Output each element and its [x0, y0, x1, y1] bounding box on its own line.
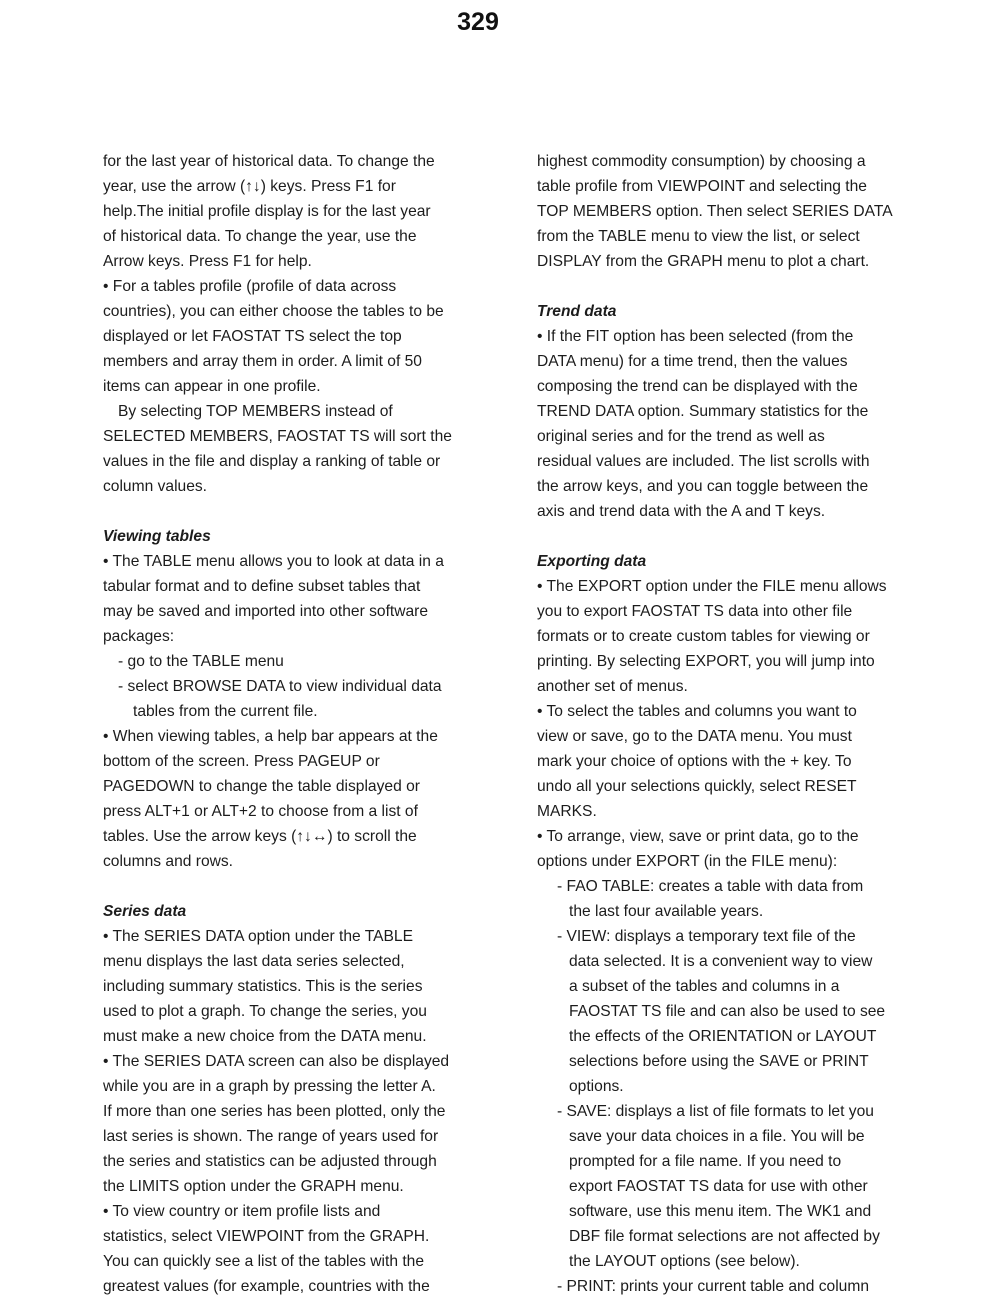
text-line: help.The initial profile display is for the last year [103, 203, 431, 220]
text-line: statistics, select VIEWPOINT from the GRAPH. [103, 1228, 430, 1245]
text-line: selections before using the SAVE or PRINT [569, 1053, 869, 1070]
text-line: • When viewing tables, a help bar appears at the [103, 728, 438, 745]
text-line: DISPLAY from the GRAPH menu to plot a chart. [537, 253, 870, 270]
blank-line [537, 274, 937, 299]
text-line: mark your choice of options with the + key. To [537, 753, 852, 770]
text-line: prompted for a file name. If you need to [569, 1153, 842, 1170]
text-line: a subset of the tables and columns in a [569, 978, 840, 995]
text-line: options. [569, 1078, 624, 1095]
text-line: residual values are included. The list scrolls with [537, 453, 870, 470]
text-line: may be saved and imported into other software [103, 603, 429, 620]
text-line: countries), you can either choose the tables to be [103, 303, 444, 320]
text-line: tables from the current file. [133, 703, 318, 720]
left-column [103, 149, 503, 1299]
text-line: • For a tables profile (profile of data across [103, 278, 397, 295]
text-line: By selecting TOP MEMBERS instead of [118, 403, 393, 420]
text-line: formats or to create custom tables for viewing or [537, 628, 870, 645]
text-line: TREND DATA option. Summary statistics for the [537, 403, 869, 420]
text-line: export FAOSTAT TS data for use with other [569, 1178, 868, 1195]
text-line: displayed or let FAOSTAT TS select the top [103, 328, 402, 345]
text-line: DBF file format selections are not affected by [569, 1228, 880, 1245]
text-line: members and array them in order. A limit of 50 [103, 353, 422, 370]
text-line: • To select the tables and columns you want to [537, 703, 857, 720]
text-line: the effects of the ORIENTATION or LAYOUT [569, 1028, 877, 1045]
right-column [537, 149, 937, 1299]
text-line: Arrow keys. Press F1 for help. [103, 253, 312, 270]
text-line: TOP MEMBERS option. Then select SERIES DATA [537, 203, 893, 220]
section-heading: Series data [103, 903, 187, 920]
page-number: 329 [457, 8, 499, 36]
text-line: composing the trend can be displayed with the [537, 378, 858, 395]
text-line: items can appear in one profile. [103, 378, 321, 395]
text-line: - SAVE: displays a list of file formats to let you [557, 1103, 874, 1120]
text-line: year, use the arrow (↑↓) keys. Press F1 for [103, 178, 396, 195]
text-line: the series and statistics can be adjusted through [103, 1153, 437, 1170]
text-line: If more than one series has been plotted, only the [103, 1103, 446, 1120]
text-line: for the last year of historical data. To change the [103, 153, 435, 170]
section-heading: Viewing tables [103, 528, 211, 545]
text-line: table profile from VIEWPOINT and selecting the [537, 178, 867, 195]
section-heading: Trend data [537, 303, 617, 320]
text-line: SELECTED MEMBERS, FAOSTAT TS will sort the [103, 428, 452, 445]
text-line: values in the file and display a ranking of table or [103, 453, 441, 470]
text-line: bottom of the screen. Press PAGEUP or [103, 753, 380, 770]
text-line: the LIMITS option under the GRAPH menu. [103, 1178, 404, 1195]
section-heading: Exporting data [537, 553, 647, 570]
text-line: • The SERIES DATA screen can also be displayed [103, 1053, 450, 1070]
text-line: you to export FAOSTAT TS data into other file [537, 603, 853, 620]
text-line: must make a new choice from the DATA menu. [103, 1028, 427, 1045]
text-line: last series is shown. The range of years used for [103, 1128, 439, 1145]
text-line: MARKS. [537, 803, 597, 820]
text-line: - select BROWSE DATA to view individual data [118, 678, 442, 695]
text-line: data selected. It is a convenient way to view [569, 953, 873, 970]
text-line: - FAO TABLE: creates a table with data from [557, 878, 864, 895]
text-line: while you are in a graph by pressing the letter A. [103, 1078, 436, 1095]
text-line: - PRINT: prints your current table and column [557, 1278, 870, 1295]
text-line: columns and rows. [103, 853, 234, 870]
text-line: undo all your selections quickly, select RESET [537, 778, 857, 795]
text-line: • The EXPORT option under the FILE menu allows [537, 578, 887, 595]
text-line: • To view country or item profile lists and [103, 1203, 381, 1220]
text-line: the arrow keys, and you can toggle between the [537, 478, 869, 495]
text-line: tables. Use the arrow keys (↑↓↔) to scroll the [103, 828, 417, 845]
text-line: greatest values (for example, countries with the [103, 1278, 430, 1295]
blank-line [537, 524, 937, 549]
text-line: the LAYOUT options (see below). [569, 1253, 800, 1270]
blank-line [103, 499, 503, 524]
text-line: save your data choices in a file. You will be [569, 1128, 865, 1145]
text-line: software, use this menu item. The WK1 and [569, 1203, 872, 1220]
text-line: from the TABLE menu to view the list, or select [537, 228, 860, 245]
text-line: • If the FIT option has been selected (from the [537, 328, 854, 345]
text-line: used to plot a graph. To change the series, you [103, 1003, 427, 1020]
text-line: highest commodity consumption) by choosing a [537, 153, 866, 170]
text-line: - go to the TABLE menu [118, 653, 284, 670]
text-line: column values. [103, 478, 208, 495]
text-line: DATA menu) for a time trend, then the values [537, 353, 848, 370]
text-line: You can quickly see a list of the tables with the [103, 1253, 425, 1270]
text-line: - VIEW: displays a temporary text file of the [557, 928, 856, 945]
text-line: FAOSTAT TS file and can also be used to see [569, 1003, 886, 1020]
text-line: • The SERIES DATA option under the TABLE [103, 928, 413, 945]
text-line: tabular format and to define subset tables that [103, 578, 421, 595]
text-line: another set of menus. [537, 678, 688, 695]
blank-line [103, 874, 503, 899]
text-line: printing. By selecting EXPORT, you will jump into [537, 653, 875, 670]
text-line: • The TABLE menu allows you to look at data in a [103, 553, 444, 570]
text-line: menu displays the last data series selected, [103, 953, 405, 970]
text-line: options under EXPORT (in the FILE menu): [537, 853, 838, 870]
text-line: including summary statistics. This is the series [103, 978, 423, 995]
text-line: press ALT+1 or ALT+2 to choose from a list of [103, 803, 418, 820]
text-line: packages: [103, 628, 175, 645]
text-line: PAGEDOWN to change the table displayed or [103, 778, 420, 795]
text-line: the last four available years. [569, 903, 764, 920]
text-line: of historical data. To change the year, use the [103, 228, 417, 245]
text-line: view or save, go to the DATA menu. You must [537, 728, 852, 745]
text-line: axis and trend data with the A and T keys. [537, 503, 826, 520]
text-line: original series and for the trend as well as [537, 428, 825, 445]
text-line: • To arrange, view, save or print data, go to the [537, 828, 859, 845]
